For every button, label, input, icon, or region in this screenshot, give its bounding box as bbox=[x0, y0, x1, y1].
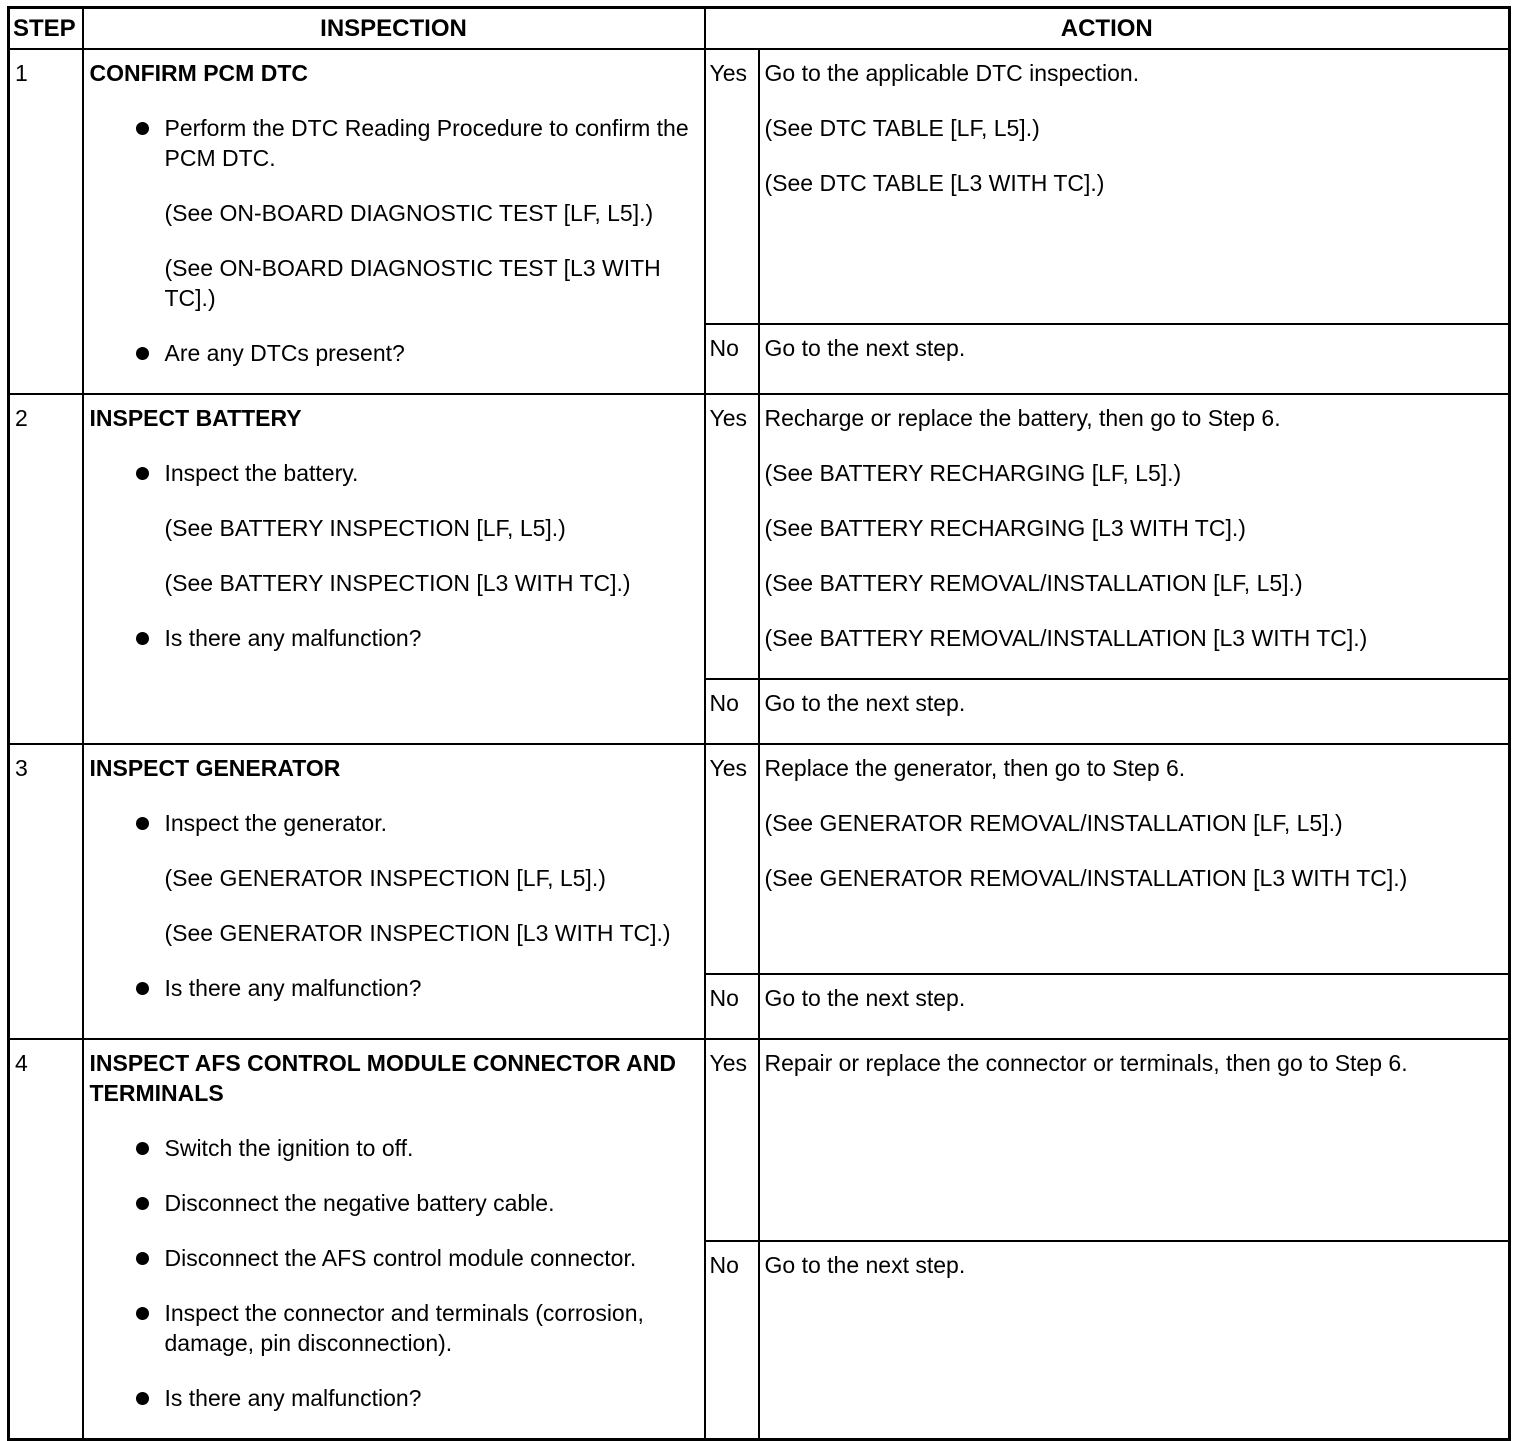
inspection-bullet bbox=[90, 338, 698, 368]
inspection-cell bbox=[83, 744, 705, 1039]
inspection-bullet bbox=[90, 1298, 698, 1358]
action-text: Recharge or replace the battery, then go to Step 6. bbox=[764, 405, 1281, 431]
reference-link[interactable]: (See DTC TABLE [LF, L5].) bbox=[764, 115, 1040, 141]
bullet-text: Disconnect the AFS control module connector. bbox=[164, 1245, 637, 1271]
yes-action-cell bbox=[759, 744, 1510, 974]
reference-link[interactable]: (See GENERATOR INSPECTION [L3 WITH TC].) bbox=[164, 920, 671, 946]
inspection-bullet bbox=[90, 458, 698, 598]
bullet-icon bbox=[136, 632, 149, 645]
yes-label: Yes bbox=[705, 394, 759, 679]
bullet-icon bbox=[136, 1197, 149, 1210]
action-text: Go to the next step. bbox=[764, 335, 966, 361]
step-number: 3 bbox=[9, 744, 83, 1039]
no-action-cell bbox=[759, 679, 1510, 744]
inspection-bullets bbox=[90, 458, 698, 653]
bullet-icon bbox=[136, 1392, 149, 1405]
inspection-bullets bbox=[90, 1133, 698, 1413]
bullet-icon bbox=[136, 817, 149, 830]
no-action-cell bbox=[759, 1241, 1510, 1440]
reference-list bbox=[165, 513, 698, 598]
reference-link[interactable]: (See GENERATOR REMOVAL/INSTALLATION [LF, L5].) bbox=[764, 810, 1343, 836]
inspection-column-header: INSPECTION bbox=[83, 8, 705, 50]
step-column-header: STEP bbox=[9, 8, 83, 50]
action-column-header: ACTION bbox=[705, 8, 1510, 50]
no-label: No bbox=[705, 1241, 759, 1440]
diagnostic-procedure-table bbox=[7, 6, 1511, 1441]
inspection-bullets bbox=[90, 808, 698, 1003]
reference-link[interactable]: (See ON-BOARD DIAGNOSTIC TEST [LF, L5].) bbox=[164, 200, 654, 226]
action-text: Repair or replace the connector or terminals, then go to Step 6. bbox=[764, 1050, 1408, 1076]
step-row-yes bbox=[9, 394, 1510, 679]
bullet-text: Is there any malfunction? bbox=[164, 1385, 422, 1411]
action-text: Go to the next step. bbox=[764, 1252, 966, 1278]
reference-list bbox=[165, 863, 698, 948]
action-text: Replace the generator, then go to Step 6. bbox=[764, 755, 1186, 781]
inspection-cell bbox=[83, 49, 705, 394]
reference-link[interactable]: (See GENERATOR REMOVAL/INSTALLATION [L3 WITH TC].) bbox=[764, 865, 1408, 891]
bullet-text: Is there any malfunction? bbox=[164, 625, 422, 651]
inspection-cell bbox=[83, 394, 705, 744]
inspection-bullet bbox=[90, 113, 698, 313]
bullet-text: Inspect the generator. bbox=[164, 810, 387, 836]
step-row-yes bbox=[9, 1039, 1510, 1241]
step-title: INSPECT AFS CONTROL MODULE CONNECTOR AND TERMINALS bbox=[89, 1050, 677, 1106]
inspection-bullet bbox=[90, 973, 698, 1003]
reference-link[interactable]: (See BATTERY INSPECTION [L3 WITH TC].) bbox=[164, 570, 631, 596]
step-row-yes bbox=[9, 744, 1510, 974]
bullet-text: Inspect the battery. bbox=[164, 460, 359, 486]
bullet-icon bbox=[136, 467, 149, 480]
step-title: INSPECT BATTERY bbox=[89, 405, 302, 431]
reference-link[interactable]: (See ON-BOARD DIAGNOSTIC TEST [L3 WITH TC].) bbox=[164, 255, 661, 311]
inspection-bullet bbox=[90, 1243, 698, 1273]
step-number: 4 bbox=[9, 1039, 83, 1440]
yes-action-cell bbox=[759, 1039, 1510, 1241]
inspection-bullets bbox=[90, 113, 698, 368]
yes-action-cell bbox=[759, 394, 1510, 679]
reference-list bbox=[165, 198, 698, 313]
action-text: Go to the next step. bbox=[764, 690, 966, 716]
reference-link[interactable]: (See BATTERY RECHARGING [LF, L5].) bbox=[764, 460, 1182, 486]
reference-link[interactable]: (See BATTERY RECHARGING [L3 WITH TC].) bbox=[764, 515, 1246, 541]
step-row-yes bbox=[9, 49, 1510, 324]
step-title: CONFIRM PCM DTC bbox=[89, 60, 308, 86]
inspection-bullet bbox=[90, 1133, 698, 1163]
yes-label: Yes bbox=[705, 744, 759, 974]
bullet-text: Inspect the connector and terminals (corrosion, damage, pin disconnection). bbox=[164, 1300, 644, 1356]
no-label: No bbox=[705, 324, 759, 394]
no-label: No bbox=[705, 679, 759, 744]
step-number: 2 bbox=[9, 394, 83, 744]
bullet-text: Are any DTCs present? bbox=[164, 340, 405, 366]
no-action-cell bbox=[759, 324, 1510, 394]
yes-action-cell bbox=[759, 49, 1510, 324]
yes-label: Yes bbox=[705, 49, 759, 324]
bullet-icon bbox=[136, 1142, 149, 1155]
no-label: No bbox=[705, 974, 759, 1039]
inspection-cell bbox=[83, 1039, 705, 1440]
yes-label: Yes bbox=[705, 1039, 759, 1241]
bullet-text: Perform the DTC Reading Procedure to confirm the PCM DTC. bbox=[164, 115, 689, 171]
reference-link[interactable]: (See BATTERY REMOVAL/INSTALLATION [LF, L5].) bbox=[764, 570, 1303, 596]
bullet-text: Switch the ignition to off. bbox=[164, 1135, 414, 1161]
no-action-cell bbox=[759, 974, 1510, 1039]
inspection-bullet bbox=[90, 1383, 698, 1413]
inspection-bullet bbox=[90, 1188, 698, 1218]
bullet-icon bbox=[136, 982, 149, 995]
bullet-icon bbox=[136, 1252, 149, 1265]
header-row bbox=[9, 8, 1510, 50]
reference-link[interactable]: (See BATTERY INSPECTION [LF, L5].) bbox=[164, 515, 566, 541]
bullet-icon bbox=[136, 1307, 149, 1320]
step-title: INSPECT GENERATOR bbox=[89, 755, 341, 781]
bullet-text: Is there any malfunction? bbox=[164, 975, 422, 1001]
bullet-icon bbox=[136, 122, 149, 135]
step-number: 1 bbox=[9, 49, 83, 394]
action-text: Go to the next step. bbox=[764, 985, 966, 1011]
inspection-bullet bbox=[90, 808, 698, 948]
reference-link[interactable]: (See BATTERY REMOVAL/INSTALLATION [L3 WITH TC].) bbox=[764, 625, 1368, 651]
bullet-icon bbox=[136, 347, 149, 360]
reference-link[interactable]: (See GENERATOR INSPECTION [LF, L5].) bbox=[164, 865, 606, 891]
reference-link[interactable]: (See DTC TABLE [L3 WITH TC].) bbox=[764, 170, 1105, 196]
inspection-bullet bbox=[90, 623, 698, 653]
action-text: Go to the applicable DTC inspection. bbox=[764, 60, 1140, 86]
bullet-text: Disconnect the negative battery cable. bbox=[164, 1190, 555, 1216]
